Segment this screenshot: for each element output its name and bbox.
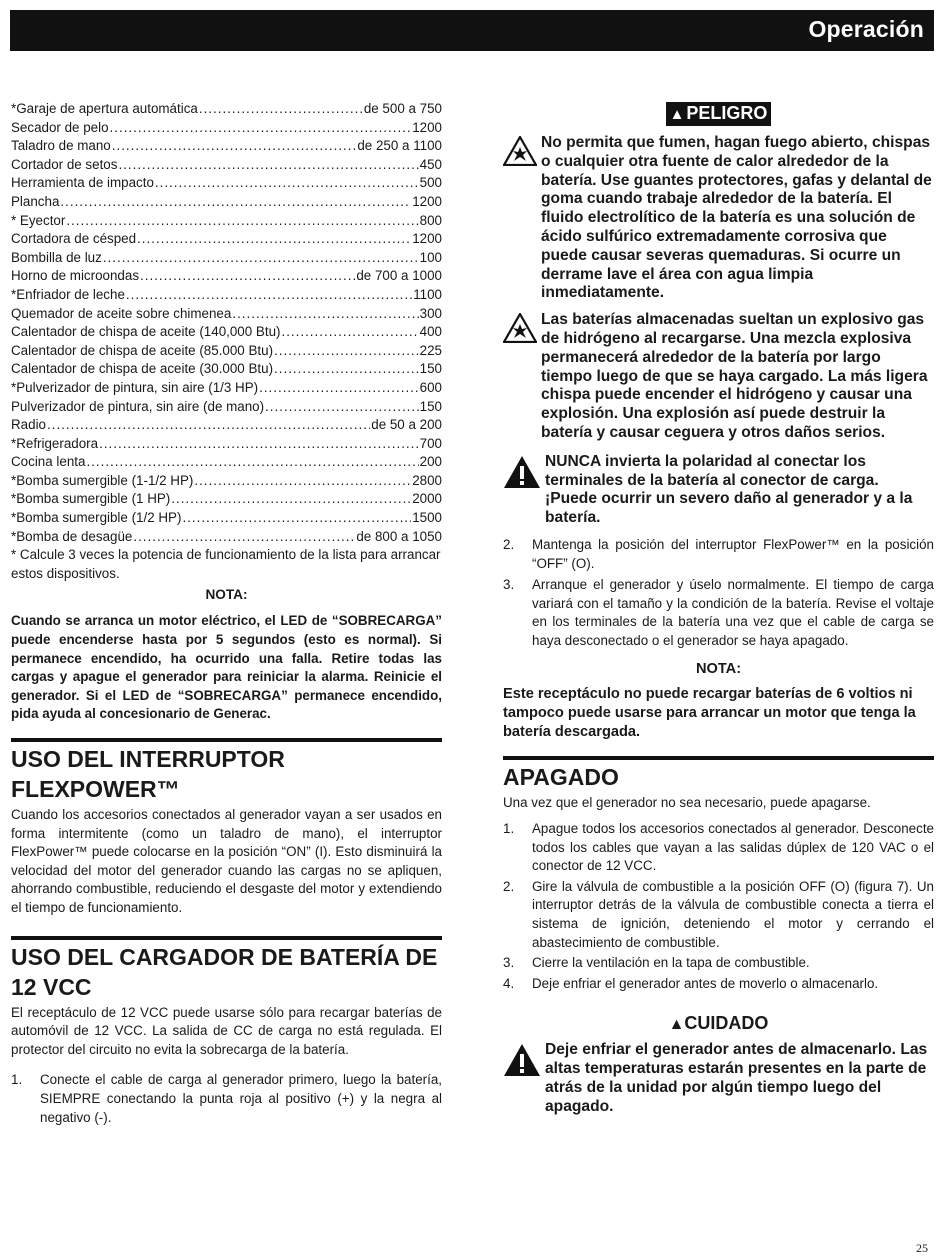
charger-text: El receptáculo de 12 VCC puede usarse sólo para recargar baterías de automóvil de 12 VCC. La salida de CC de carga no está regulada. El protector del circuito no evita la sobrecarga de la batería. bbox=[11, 1004, 442, 1057]
wattage-row bbox=[11, 472, 442, 491]
danger-label: PELIGRO bbox=[686, 103, 768, 123]
dot-leader bbox=[47, 416, 370, 435]
danger-warning bbox=[503, 134, 934, 303]
wattage-value: de 700 a 1000 bbox=[356, 268, 442, 284]
wattage-value: 150 bbox=[419, 361, 442, 377]
appliance-name: Horno de microondas bbox=[11, 268, 140, 284]
warning-text: No permita que fumen, hagan fuego abierto, chispas o cualquier otra fuente de calor alrededor de la batería. Use guantes protectores, gafas y delantal de goma cuando trabaje alrededor de la batería. El fluido electrolítico de la batería es una solución de ácido sulfúrico extremadamente corrosiva que puede causar severas quemaduras. Si ocurre un derrame lave el área con agua limpia inmediatamente. bbox=[541, 134, 932, 302]
wattage-value: 1500 bbox=[412, 510, 442, 526]
list-item bbox=[11, 1071, 442, 1127]
caution-warning bbox=[503, 1041, 934, 1116]
appliance-name: *Garaje de apertura automática bbox=[11, 101, 198, 116]
wattage-row bbox=[11, 286, 442, 305]
wattage-row bbox=[11, 193, 442, 212]
wattage-row bbox=[11, 398, 442, 417]
wattage-value: 400 bbox=[419, 324, 442, 340]
wattage-value: de 500 a 750 bbox=[363, 101, 442, 116]
wattage-value: 1100 bbox=[413, 286, 442, 302]
caution-label: CUIDADO bbox=[684, 1013, 769, 1034]
dot-leader bbox=[137, 230, 411, 249]
dot-leader bbox=[259, 379, 419, 398]
charger-heading: USO DEL CARGADOR DE BATERÍA DE 12 VCC bbox=[11, 943, 438, 1000]
warning-text: Las baterías almacenadas sueltan un explosivo gas de hidrógeno al recargarse. Una mezcla explosiva permanecerá alrededor de la batería por largo tiempo luego de que se haya cargado. La más ligera chispa puede encender el hidrógeno y causar una explosión. Una explosión así puede destruir la batería y causar ceguera y otros daños serios. bbox=[541, 311, 928, 441]
dot-leader bbox=[66, 212, 418, 231]
right-column bbox=[503, 102, 934, 1117]
list-item bbox=[503, 536, 934, 573]
warning-triangle-icon: ▲ bbox=[669, 106, 685, 123]
dot-leader bbox=[265, 398, 419, 417]
step-number: 1. bbox=[503, 821, 515, 837]
dot-leader bbox=[274, 342, 419, 361]
note-text: Cuando se arranca un motor eléctrico, el LED de “SOBRECARGA” puede encenderse hasta por 5 segundos (esto es normal). Si permanece encendido, ha ocurrido una falla. Retire todas las cargas y apague el generador para reiniciar la alarma. Reinicie el generador. Si el LED de “SOBRECARGA” permanece encendido, pida ayuda al concesionario de Generac. bbox=[11, 613, 442, 722]
appliance-name: Herramienta de impacto bbox=[11, 175, 154, 191]
dot-leader bbox=[126, 286, 412, 305]
dot-leader bbox=[199, 100, 363, 119]
dot-leader bbox=[103, 249, 419, 268]
step-text: Conecte el cable de carga al generador primero, luego la batería, SIEMPRE conectando la punta roja al positivo (+) y la negra al negativo (-). bbox=[40, 1072, 442, 1125]
wattage-value: 1200 bbox=[412, 119, 442, 135]
appliance-name: Pulverizador de pintura, sin aire (de mano) bbox=[11, 398, 265, 414]
dot-leader bbox=[274, 360, 419, 379]
step-text: Deje enfriar el generador antes de moverlo o almacenarlo. bbox=[532, 975, 879, 991]
wattage-row bbox=[11, 267, 442, 286]
list-item bbox=[503, 954, 934, 973]
appliance-name: Cortadora de césped bbox=[11, 231, 137, 247]
wattage-value: 200 bbox=[419, 454, 442, 470]
wattage-value: 700 bbox=[419, 435, 442, 451]
wattage-row bbox=[11, 453, 442, 472]
wattage-value: de 250 a 1100 bbox=[357, 138, 442, 154]
dot-leader bbox=[171, 490, 411, 509]
footnote: * Calcule 3 veces la potencia de funcionamiento de la lista para arrancar estos dispositivos. bbox=[11, 547, 441, 581]
dot-leader bbox=[194, 472, 411, 491]
wattage-value: 2800 bbox=[412, 472, 442, 488]
step-text: Apague todos los accesorios conectados al generador. Desconecte todos los cables que vayan a las salidas dúplex de 120 VAC o el conector de 12 VCC. bbox=[532, 821, 934, 874]
wattage-value: 1200 bbox=[412, 193, 442, 209]
step-number: 4. bbox=[503, 975, 515, 991]
wattage-row bbox=[11, 249, 442, 268]
wattage-value: 600 bbox=[419, 379, 442, 395]
step-text: Mantenga la posición del interruptor FlexPower™ en la posición “OFF” (O). bbox=[532, 536, 934, 571]
wattage-row bbox=[11, 342, 442, 361]
appliance-name: Cocina lenta bbox=[11, 454, 86, 470]
wattage-row bbox=[11, 230, 442, 249]
wattage-value: 1200 bbox=[412, 231, 442, 247]
warning-text: NUNCA invierta la polaridad al conectar los terminales de la batería al conector de carga. ¡Puede ocurrir un severo daño al generador y a la batería. bbox=[545, 452, 913, 527]
danger-badge bbox=[666, 102, 772, 126]
step-text: Cierre la ventilación en la tapa de combustible. bbox=[532, 955, 810, 971]
flexpower-text: Cuando los accesorios conectados al generador vayan a ser usados en forma intermitente (como un taladro de mano), el interruptor FlexPower™ puede colocarse en la posición “ON” (I). Esto disminuirá la velocidad del motor del generador cuando las cargas no se apliquen, ahorrando combustible, reduciendo el desgaste del motor y extendiendo el tiempo de funcionamiento. bbox=[11, 807, 442, 915]
danger-warning bbox=[503, 311, 934, 443]
note-title: NOTA: bbox=[695, 660, 742, 677]
left-column bbox=[11, 100, 442, 1127]
flexpower-heading: USO DEL INTERRUPTOR FLEXPOWER™ bbox=[11, 746, 285, 802]
apagado-heading: APAGADO bbox=[503, 763, 619, 790]
step-number: 2. bbox=[503, 536, 515, 552]
note-text: Este receptáculo no puede recargar baterías de 6 voltios ni tampoco puede usarse para arrancar un motor que tenga la batería descargada. bbox=[503, 685, 916, 740]
explosion-hazard-icon bbox=[503, 313, 537, 348]
wattage-value: 300 bbox=[419, 305, 442, 321]
appliance-name: Secador de pelo bbox=[11, 119, 109, 135]
wattage-row bbox=[11, 174, 442, 193]
wattage-row bbox=[11, 100, 442, 119]
warning-triangle-icon bbox=[503, 455, 541, 494]
wattage-value: 100 bbox=[419, 249, 442, 265]
wattage-row bbox=[11, 490, 442, 509]
page-number: 25 bbox=[916, 1241, 928, 1255]
note-title: NOTA: bbox=[205, 587, 248, 603]
wattage-value: de 800 a 1050 bbox=[356, 528, 442, 544]
wattage-value: de 50 a 200 bbox=[371, 417, 442, 433]
warning-text: Deje enfriar el generador antes de almacenarlo. Las altas temperaturas estarán presentes en la parte de atrás de la unidad por algún tiempo luego del apagado. bbox=[545, 1041, 928, 1115]
dot-leader bbox=[86, 453, 418, 472]
wattage-value: 225 bbox=[419, 342, 442, 358]
step-number: 2. bbox=[503, 878, 515, 894]
caution-heading bbox=[503, 1011, 934, 1037]
wattage-row bbox=[11, 379, 442, 398]
appliance-name: Plancha bbox=[11, 193, 60, 209]
warning-triangle-icon: ▲ bbox=[668, 1016, 685, 1034]
wattage-row bbox=[11, 119, 442, 138]
appliance-name: Calentador de chispa de aceite (30.000 Btu) bbox=[11, 361, 274, 377]
header-bar bbox=[10, 10, 934, 51]
appliance-name: Cortador de setos bbox=[11, 156, 118, 172]
dot-leader bbox=[140, 267, 355, 286]
step-number: 3. bbox=[503, 955, 515, 971]
appliance-name: *Enfriador de leche bbox=[11, 286, 125, 302]
appliance-name: Calentador de chispa de aceite (85.000 Btu) bbox=[11, 342, 274, 358]
wattage-row bbox=[11, 137, 442, 156]
dot-leader bbox=[110, 119, 412, 138]
step-text: Arranque el generador y úselo normalmente. El tiempo de carga variará con el tamaño y la condición de la batería. Revise el voltaje en los terminales de la batería una vez que el cable de carga se haya desconectado o el generador se haya apagado. bbox=[532, 577, 934, 648]
dot-leader bbox=[232, 305, 418, 324]
appliance-name: *Refrigeradora bbox=[11, 435, 99, 451]
dot-leader bbox=[99, 435, 419, 454]
appliance-name: *Bomba sumergible (1-1/2 HP) bbox=[11, 472, 194, 488]
appliance-name: Taladro de mano bbox=[11, 138, 111, 154]
danger-warning bbox=[503, 453, 934, 528]
section-divider bbox=[11, 936, 442, 940]
wattage-row bbox=[11, 528, 442, 547]
wattage-row bbox=[11, 156, 442, 175]
wattage-list bbox=[11, 100, 442, 546]
warning-triangle-icon bbox=[503, 1043, 541, 1082]
wattage-row bbox=[11, 212, 442, 231]
wattage-row bbox=[11, 509, 442, 528]
appliance-name: *Bomba sumergible (1 HP) bbox=[11, 491, 171, 507]
dot-leader bbox=[281, 323, 418, 342]
appliance-name: *Bomba sumergible (1/2 HP) bbox=[11, 510, 182, 526]
wattage-value: 150 bbox=[419, 398, 442, 414]
appliance-name: Quemador de aceite sobre chimenea bbox=[11, 305, 232, 321]
dot-leader bbox=[118, 156, 418, 175]
step-text: Gire la válvula de combustible a la posición OFF (O) (figura 7). Un interruptor detrás de la válvula de combustible conecta a tierra el sistema de ignición, deteniendo el motor y cerrando el abastecimiento de combustible. bbox=[532, 878, 934, 950]
wattage-row bbox=[11, 360, 442, 379]
appliance-name: Bombilla de luz bbox=[11, 249, 102, 265]
dot-leader bbox=[182, 509, 411, 528]
wattage-value: 500 bbox=[419, 175, 442, 191]
list-item bbox=[503, 576, 934, 650]
appliance-name: Calentador de chispa de aceite (140,000 Btu) bbox=[11, 324, 281, 340]
wattage-value: 2000 bbox=[412, 491, 442, 507]
apagado-intro: Una vez que el generador no sea necesario, puede apagarse. bbox=[503, 794, 871, 810]
list-item bbox=[503, 878, 934, 952]
explosion-hazard-icon bbox=[503, 136, 537, 171]
wattage-row bbox=[11, 305, 442, 324]
appliance-name: *Bomba de desagüe bbox=[11, 528, 133, 544]
step-number: 3. bbox=[503, 577, 515, 593]
section-divider bbox=[503, 756, 934, 760]
page-title: Operación bbox=[808, 16, 924, 42]
wattage-value: 800 bbox=[419, 212, 442, 228]
appliance-name: Radio bbox=[11, 417, 46, 433]
list-item bbox=[503, 975, 934, 994]
step-number: 1. bbox=[11, 1072, 23, 1088]
wattage-row bbox=[11, 435, 442, 454]
appliance-name: *Pulverizador de pintura, sin aire (1/3 HP) bbox=[11, 379, 259, 395]
appliance-name: * Eyector bbox=[11, 212, 66, 228]
dot-leader bbox=[112, 137, 357, 156]
dot-leader bbox=[133, 528, 355, 547]
dot-leader bbox=[155, 174, 419, 193]
section-divider bbox=[11, 738, 442, 742]
wattage-row bbox=[11, 323, 442, 342]
dot-leader bbox=[60, 193, 411, 212]
wattage-row bbox=[11, 416, 442, 435]
list-item bbox=[503, 820, 934, 876]
wattage-value: 450 bbox=[419, 156, 442, 172]
